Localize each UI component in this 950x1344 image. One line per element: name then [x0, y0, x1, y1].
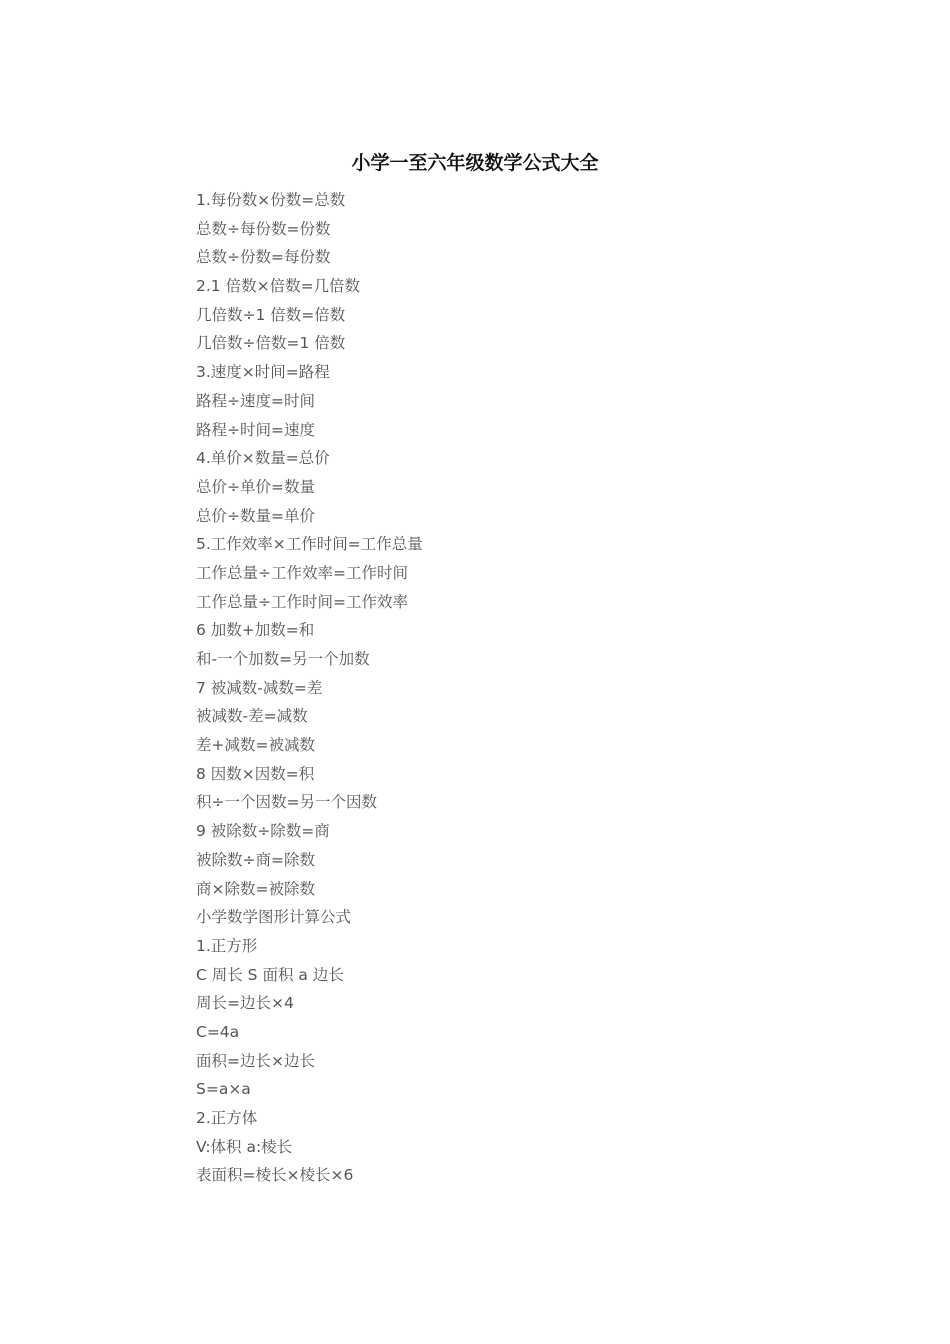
- formula-line: 积÷一个因数=另一个因数: [196, 793, 377, 812]
- formula-line: 总数÷份数=每份数: [196, 248, 331, 267]
- formula-line: 差+减数=被减数: [196, 736, 315, 755]
- formula-line: 小学数学图形计算公式: [196, 908, 352, 927]
- formula-line: 3.速度×时间=路程: [196, 363, 330, 382]
- formula-line: 总价÷数量=单价: [196, 506, 315, 525]
- formula-line: 路程÷速度=时间: [196, 391, 315, 410]
- formula-line: 被除数÷商=除数: [196, 850, 315, 869]
- formula-line: 表面积=棱长×棱长×6: [196, 1166, 354, 1185]
- formula-line: 8 因数×因数=积: [196, 764, 315, 783]
- formula-line: 1.正方形: [196, 936, 258, 955]
- formula-line: S=a×a: [196, 1080, 251, 1099]
- formula-list: [196, 186, 796, 1190]
- formula-line: 2.1 倍数×倍数=几倍数: [196, 277, 361, 296]
- formula-line: 路程÷时间=速度: [196, 420, 315, 439]
- formula-line: C=4a: [196, 1022, 240, 1041]
- formula-line: 1.每份数×份数=总数: [196, 191, 346, 209]
- formula-line: 9 被除数÷除数=商: [196, 822, 330, 841]
- formula-line: 4.单价×数量=总价: [196, 449, 330, 468]
- formula-line: 7 被减数-减数=差: [196, 678, 323, 697]
- formula-line: 6 加数+加数=和: [196, 621, 315, 640]
- formula-line: 商×除数=被除数: [196, 879, 315, 898]
- formula-line: 被减数-差=减数: [196, 707, 308, 726]
- formula-line: 周长=边长×4: [196, 994, 294, 1013]
- formula-line: 几倍数÷倍数=1 倍数: [196, 334, 346, 353]
- formula-line: V:体积 a:棱长: [196, 1137, 293, 1156]
- formula-line: 总价÷单价=数量: [196, 477, 315, 496]
- formula-line: 几倍数÷1 倍数=倍数: [196, 305, 346, 324]
- document-title: 小学一至六年级数学公式大全: [351, 152, 599, 174]
- formula-line: 2.正方体: [196, 1109, 258, 1127]
- formula-line: C 周长 S 面积 a 边长: [196, 965, 344, 984]
- formula-line: 总数÷每份数=份数: [196, 219, 331, 238]
- formula-line: 工作总量÷工作时间=工作效率: [196, 592, 408, 611]
- formula-line: 和-一个加数=另一个加数: [196, 650, 370, 668]
- formula-line: 5.工作效率×工作时间=工作总量: [196, 535, 423, 554]
- formula-line: 工作总量÷工作效率=工作时间: [196, 563, 408, 582]
- formula-line: 面积=边长×边长: [196, 1051, 315, 1070]
